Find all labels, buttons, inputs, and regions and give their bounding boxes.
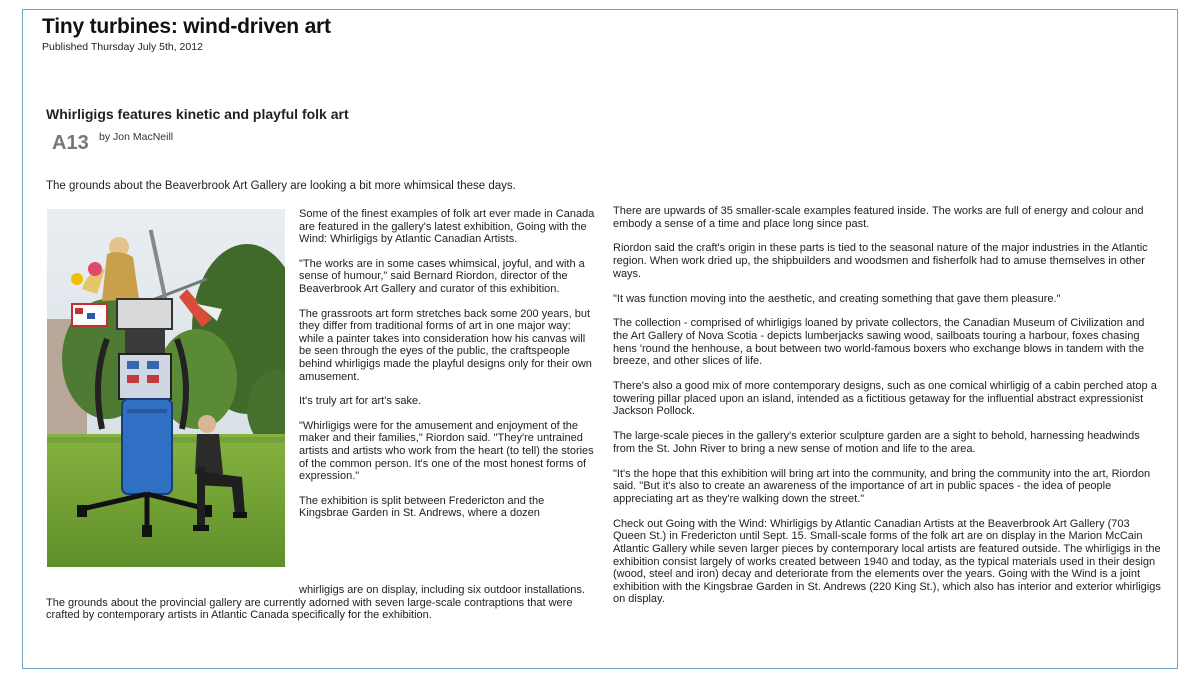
right-paragraph: There are upwards of 35 smaller-scale examples featured inside. The works are full of energy and colour and embody a sense of a time and place long since past. xyxy=(613,205,1144,230)
right-paragraph: The large-scale pieces in the gallery's exterior sculpture garden are a sight to behold, harnessing headwinds from the St. John River to bring a new sense of motion and life to the area. xyxy=(613,430,1140,455)
left-paragraph: It's truly art for art's sake. xyxy=(299,395,422,408)
left-paragraph: Some of the finest examples of folk art ever made in Canada are featured in the gallery's latest exhibition, Going with the Wind: Whirligigs by Atlantic Canadian Artists. xyxy=(299,208,595,246)
right-paragraph: There's also a good mix of more contemporary designs, such as one comical whirligig of a cabin perched atop a towering pillar placed upon an island, intended as a fictitious getaway for the influential abstract expressionist Jackson Pollock. xyxy=(613,380,1157,418)
whirligig-photo xyxy=(47,209,285,567)
right-paragraph: Check out Going with the Wind: Whirligigs by Atlantic Canadian Artists at the Beaverbrook Art Gallery (703 Queen St.) in Fredericton until Sept. 15. Small-scale forms of the folk art are on display in the Marion McCain Atlantic Gallery while seven larger pieces by contemporary local artists are featured outside. The whirligigs in the exhibition consist largely of works created between 1940 and today, as the typical materials used in their design (wood, steel and iron) decay and deteriorate from the elements over the years. Going with the Wind is a joint exhibition with the Kingsbrae Garden in St. Andrews (220 King St.), which also has interior and exterior whirligigs on display. xyxy=(613,517,1161,606)
left-paragraph: The exhibition is split between Fredericton and the Kingsbrae Garden in St. Andrews, where a dozen xyxy=(299,494,545,520)
left-paragraph: "Whirligigs were for the amusement and enjoyment of the maker and their families," Riordon said. "They're untrained artists and artists who work from the heart (to tell) the stories of the common person. It's one of the most honest forms of expression." xyxy=(299,419,594,483)
left-paragraph: "The works are in some cases whimsical, joyful, and with a sense of humour," said Bernard Riordon, director of the Beaverbrook Art Gallery and curator of this exhibition. xyxy=(299,257,585,295)
byline: by Jon MacNeill xyxy=(99,131,174,143)
left-continuation-paragraph: whirligigs are on display, including six outdoor installations. The grounds about the provincial gallery are currently adorned with seven large-scale contraptions that were crafted by contemporary artists in Atlantic Canada specifically for the exhibition. xyxy=(46,584,585,622)
right-paragraph: The collection - comprised of whirligigs loaned by private collectors, the Canadian Museum of Civilization and the Art Gallery of Nova Scotia - depicts lumberjacks sawing wood, sailboats touring a harbour, foxes chasing hens 'round the henhouse, a bout between two world-famous boxers who exchange blows in tandem with the breeze, and other slices of life. xyxy=(613,317,1145,368)
right-paragraph: "It was function moving into the aesthetic, and creating something that gave them pleasure." xyxy=(613,292,1061,305)
left-column xyxy=(299,208,595,532)
right-column xyxy=(613,205,1161,618)
publish-date: Published Thursday July 5th, 2012 xyxy=(42,41,203,53)
lede-paragraph: The grounds about the Beaverbrook Art Gallery are looking a bit more whimsical these days. xyxy=(46,180,516,192)
left-paragraph: The grassroots art form stretches back some 200 years, but they differ from traditional forms of art in one major way: while a painter takes into consideration how his canvas will be seen through the eyes of the public, the craftspeople behind whirligigs made the playful designs only for their own amusement. xyxy=(299,307,592,383)
right-paragraph: Riordon said the craft's origin in these parts is tied to the seasonal nature of the major industries in the Atlantic region. When work dried up, the shipbuilders and woodsmen and fisherfolk had to amuse themselves in other ways. xyxy=(613,242,1148,280)
article-headline: Whirligigs features kinetic and playful folk art xyxy=(46,106,349,122)
article-title: Tiny turbines: wind-driven art xyxy=(42,15,331,38)
right-paragraph: "It's the hope that this exhibition will bring art into the community, and bring the community into the art, Riordon said. "But it's also to create an awareness of the importance of art in public spaces - the idea of people appreciating art as they're walking down the street." xyxy=(613,467,1151,505)
page-number: A13 xyxy=(52,132,89,154)
